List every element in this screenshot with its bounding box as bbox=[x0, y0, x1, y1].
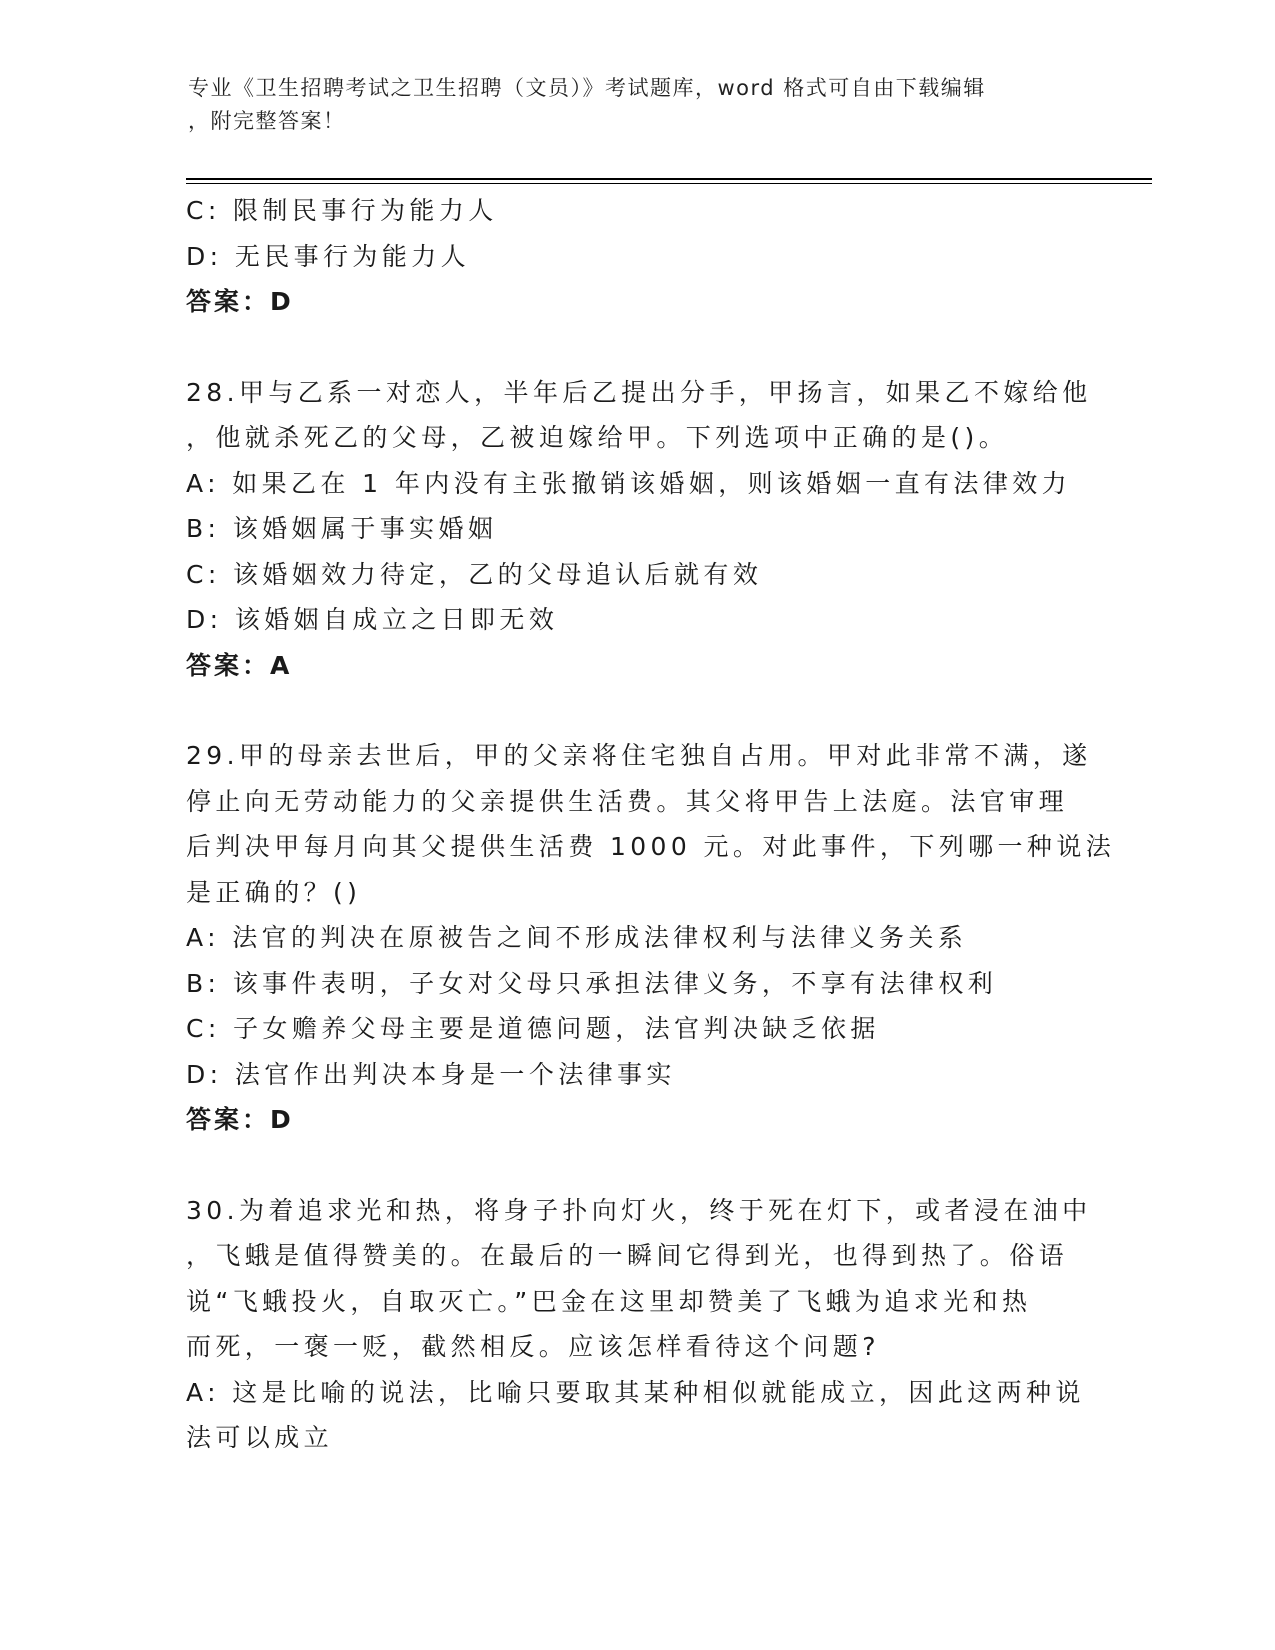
spacer bbox=[186, 1143, 1086, 1188]
option-d: D: 该婚姻自成立之日即无效 bbox=[186, 605, 559, 634]
option-a-continuation: 法可以成立 bbox=[186, 1423, 334, 1452]
option-a: A: 如果乙在 1 年内没有主张撤销该婚姻，则该婚姻一直有法律效力 bbox=[186, 468, 1072, 498]
option-c: C: 该婚姻效力待定，乙的父母追认后就有效 bbox=[186, 559, 763, 589]
header-rule-thin bbox=[186, 183, 1152, 184]
header-line-2: ，附完整答案！ bbox=[188, 109, 346, 133]
question-30 bbox=[186, 1188, 1092, 1461]
question-29 bbox=[186, 733, 1116, 1143]
option-b: B: 该婚姻属于事实婚姻 bbox=[186, 514, 498, 543]
question-stem-line: 30.为着追求光和热，将身子扑向灯火，终于死在灯下，或者浸在油中 bbox=[186, 1195, 1092, 1225]
header-rule-thick bbox=[186, 178, 1152, 180]
question-stem-line: 28.甲与乙系一对恋人，半年后乙提出分手，甲扬言，如果乙不嫁给他 bbox=[186, 377, 1092, 407]
previous-question bbox=[186, 188, 1086, 325]
question-28 bbox=[186, 370, 1092, 689]
option-a: A: 这是比喻的说法，比喻只要取其某种相似就能成立，因此这两种说 bbox=[186, 1377, 1085, 1407]
question-stem-line: 说“飞蛾投火，自取灭亡。”巴金在这里却赞美了飞蛾为追求光和热 bbox=[186, 1286, 1032, 1316]
answer-line: 答案：D bbox=[186, 1105, 294, 1134]
spacer bbox=[186, 325, 1086, 370]
question-stem-line: 停止向无劳动能力的父亲提供生活费。其父将甲告上法庭。法官审理 bbox=[186, 786, 1069, 816]
spacer bbox=[186, 688, 1086, 733]
option-d: D: 无民事行为能力人 bbox=[186, 241, 471, 271]
option-d: D: 法官作出判决本身是一个法律事实 bbox=[186, 1059, 676, 1089]
option-a: A: 法官的判决在原被告之间不形成法律权利与法律义务关系 bbox=[186, 923, 968, 952]
question-stem-line: 而死，一褒一贬，截然相反。应该怎样看待这个问题? bbox=[186, 1332, 880, 1361]
question-content bbox=[186, 188, 1116, 1461]
option-c: C: 限制民事行为能力人 bbox=[186, 196, 498, 225]
question-stem-line: 29.甲的母亲去世后，甲的父亲将住宅独自占用。甲对此非常不满，遂 bbox=[186, 741, 1092, 770]
option-c: C: 子女赡养父母主要是道德问题，法官判决缺乏依据 bbox=[186, 1014, 880, 1043]
question-stem-line: 是正确的？() bbox=[186, 877, 362, 907]
question-stem-line: ，他就杀死乙的父母，乙被迫嫁给甲。下列选项中正确的是()。 bbox=[186, 423, 1009, 452]
answer-line: 答案：A bbox=[186, 650, 293, 680]
answer-line: 答案：D bbox=[186, 287, 294, 316]
question-stem-line: ，飞蛾是值得赞美的。在最后的一瞬间它得到光，也得到热了。俗语 bbox=[186, 1241, 1069, 1270]
document-header bbox=[188, 72, 1068, 138]
question-stem-line: 后判决甲每月向其父提供生活费 1000 元。对此事件，下列哪一种说法 bbox=[186, 832, 1116, 861]
header-line-1: 专业《卫生招聘考试之卫生招聘（文员）》考试题库，word 格式可自由下载编辑 bbox=[188, 76, 986, 100]
option-b: B: 该事件表明，子女对父母只承担法律义务，不享有法律权利 bbox=[186, 968, 998, 998]
